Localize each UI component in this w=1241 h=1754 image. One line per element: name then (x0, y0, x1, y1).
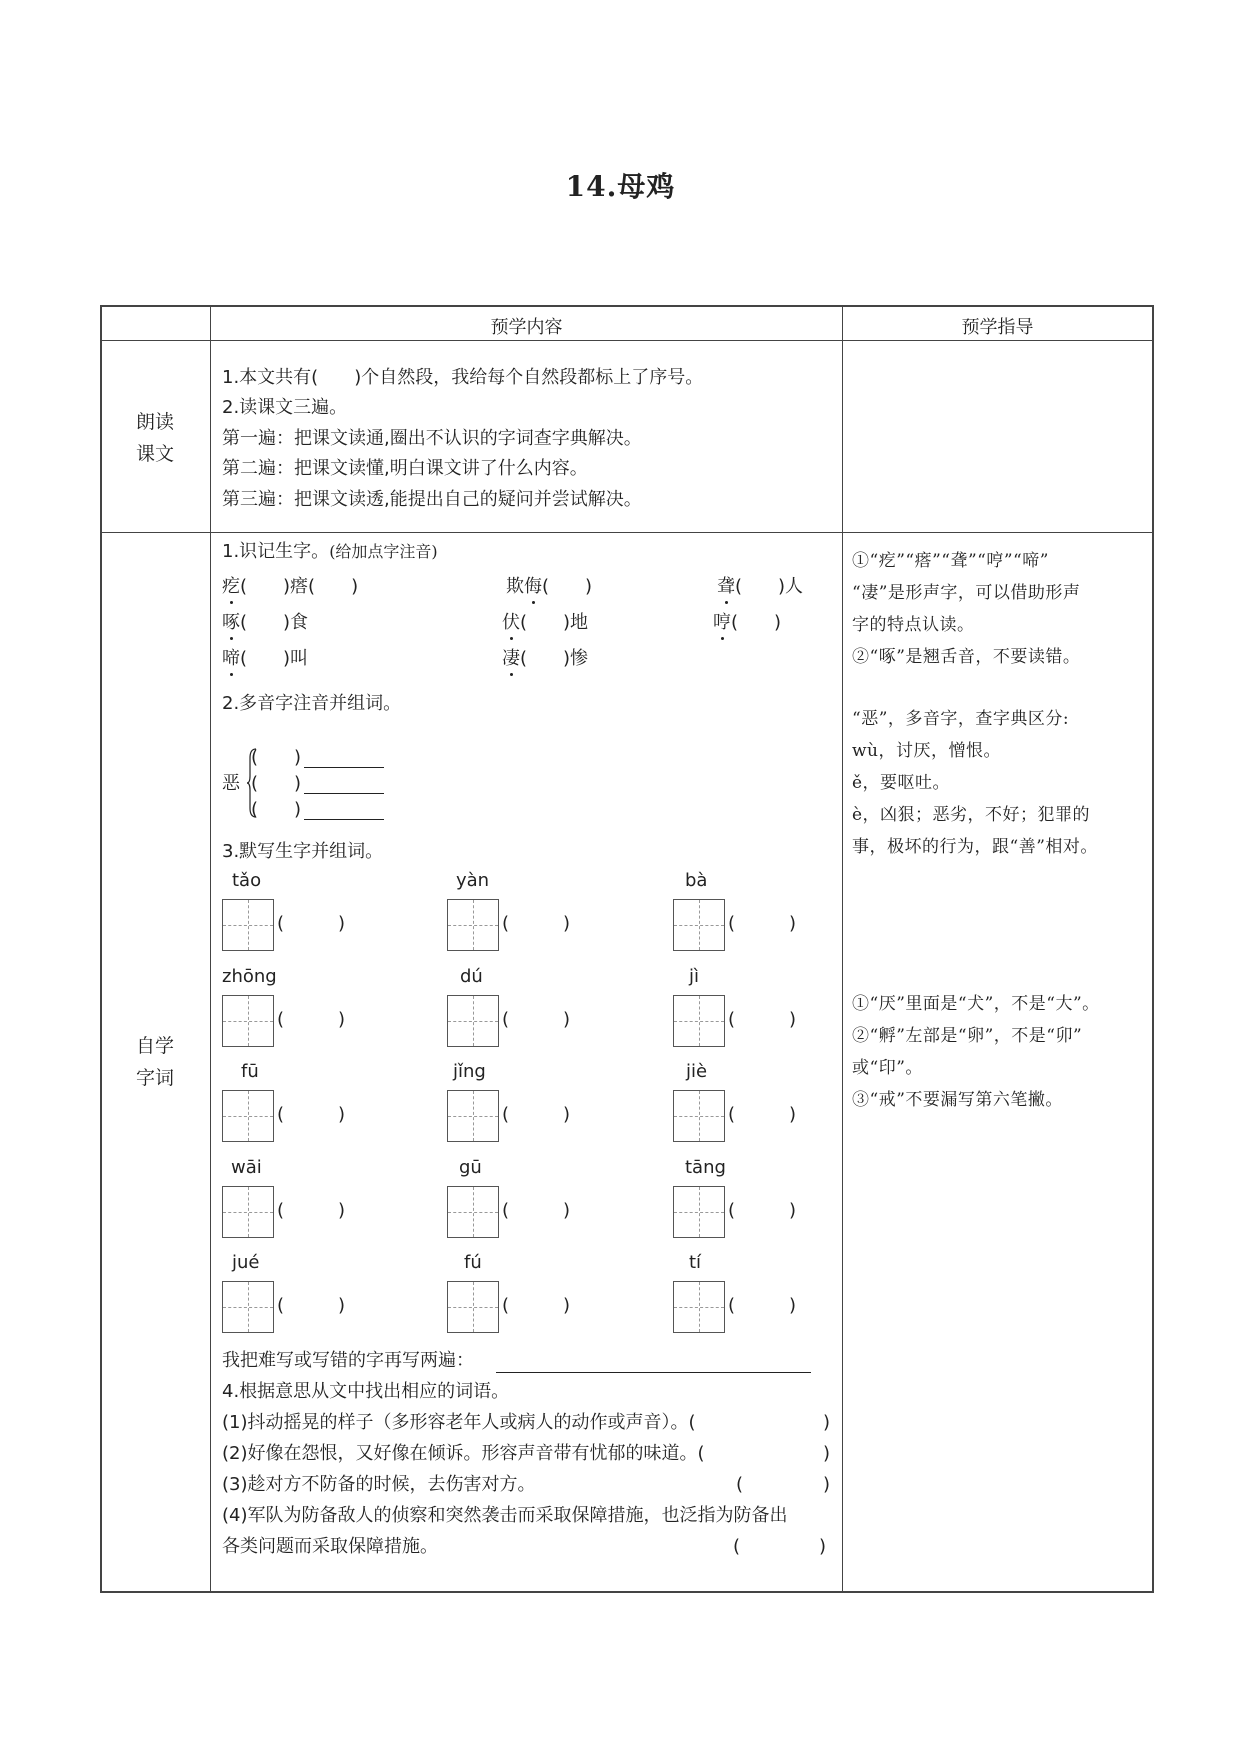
guide-line: ě，要呕吐。 (852, 773, 951, 793)
pinyin-label: tāng (685, 1157, 726, 1178)
polyphone-paren: ( ) (251, 747, 302, 768)
pinyin-label: yàn (456, 870, 490, 891)
row-label-line: 朗读 (135, 411, 174, 433)
word-paren: ( ) (502, 913, 571, 934)
word-paren: ( ) (728, 1200, 797, 1221)
reading-item-1: 1.本文共有( )个自然段，我给每个自然段都标上了序号。 (222, 367, 704, 388)
polyphone-char: 恶 (222, 773, 240, 794)
word-paren: ( ) (277, 1009, 346, 1030)
word-paren: ( ) (728, 1009, 797, 1030)
q4-item-4-line-1: (4)军队为防备敌人的侦察和突然袭击而采取保障措施，也泛指为防备出 (222, 1505, 788, 1526)
question-title: 1.识记生字。 (222, 541, 330, 562)
q4-close-paren: ) (819, 1536, 827, 1557)
word-paren: ( ) (502, 1009, 571, 1030)
guide-line: ①“疙”“瘩”“聋”“哼”“啼” (852, 551, 1049, 571)
char-item (222, 575, 358, 599)
pinyin-label: gū (459, 1157, 482, 1178)
writing-grid-box[interactable] (673, 899, 725, 951)
question-1-title (222, 540, 438, 564)
char-item (222, 611, 308, 635)
q4-open-paren: ( (736, 1474, 744, 1495)
guide-line: wù，讨厌，憎恨。 (852, 741, 1001, 761)
char-item (713, 611, 781, 635)
polyphone-word-blank[interactable] (304, 792, 384, 794)
guide-block-1 (852, 545, 1152, 673)
header-preview-content: 预学内容 (490, 317, 563, 338)
row1-bottom-border (100, 532, 1152, 533)
guide-block-3 (852, 988, 1152, 1116)
row-label-line: 课文 (135, 443, 174, 465)
char-item-rest: ( ) (731, 612, 782, 633)
writing-grid-box[interactable] (673, 1281, 725, 1333)
table-top-border (100, 305, 1152, 307)
q4-close-paren: ) (823, 1412, 831, 1433)
q4-item-1: (1)抖动摇晃的样子（多形容老年人或病人的动作或声音）。( (222, 1412, 696, 1433)
reading-item-2: 2.读课文三遍。 (222, 397, 348, 418)
guide-line: “恶”，多音字，查字典区分: (852, 709, 1070, 729)
guide-line: 事，极坏的行为，跟“善”相对。 (852, 837, 1098, 857)
polyphone-paren: ( ) (251, 773, 302, 794)
q4-close-paren: ) (823, 1443, 831, 1464)
pinyin-label: jué (232, 1252, 260, 1273)
char-item-rest: ( )瘩( ) (240, 576, 359, 597)
pinyin-label: fū (241, 1061, 259, 1082)
writing-grid-box[interactable] (673, 1090, 725, 1142)
header-preview-guide: 预学指导 (961, 317, 1034, 338)
polyphone-word-blank[interactable] (304, 766, 384, 768)
dotted-char: 啄 (222, 612, 240, 633)
char-item (506, 575, 592, 599)
pinyin-label: jiè (686, 1061, 708, 1082)
char-item (222, 647, 308, 671)
writing-grid-box[interactable] (447, 995, 499, 1047)
word-paren: ( ) (277, 1200, 346, 1221)
guide-line: 或“印”。 (852, 1058, 923, 1078)
writing-grid-box[interactable] (222, 1090, 274, 1142)
writing-grid-box[interactable] (447, 899, 499, 951)
word-paren: ( ) (277, 1104, 346, 1125)
guide-line: ②“啄”是翘舌音，不要读错。 (852, 647, 1081, 667)
reading-item-4: 第二遍：把课文读懂,明白课文讲了什么内容。 (222, 458, 588, 479)
q4-item-4-line-2: 各类问题而采取保障措施。 (222, 1536, 438, 1557)
char-item-rest: ( ) (542, 576, 593, 597)
q4-item-2: (2)好像在怨恨，又好像在倾诉。形容声音带有忧郁的味道。( (222, 1443, 705, 1464)
pinyin-label: bà (685, 870, 708, 891)
pinyin-label: jì (689, 966, 700, 987)
word-paren: ( ) (502, 1104, 571, 1125)
q4-open-paren: ( (733, 1536, 741, 1557)
dotted-char: 凄 (502, 648, 520, 669)
question-4-title: 4.根据意思从文中找出相应的词语。 (222, 1381, 510, 1402)
pinyin-label: jǐng (453, 1061, 486, 1082)
pinyin-label: zhōng (222, 966, 277, 987)
reading-item-3: 第一遍：把课文读通,圈出不认识的字词查字典解决。 (222, 428, 642, 449)
q4-close-paren: ) (823, 1474, 831, 1495)
guide-line: è，凶狠；恶劣，不好；犯罪的 (852, 805, 1091, 825)
polyphone-paren: ( ) (251, 799, 302, 820)
writing-grid-box[interactable] (222, 995, 274, 1047)
dotted-char: 哼 (713, 612, 731, 633)
pinyin-label: tǎo (232, 870, 262, 891)
question-3-title: 3.默写生字并组词。 (222, 841, 384, 862)
word-paren: ( ) (502, 1295, 571, 1316)
writing-grid-box[interactable] (222, 1186, 274, 1238)
guide-line: ①“厌”里面是“犬”，不是“大”。 (852, 994, 1100, 1014)
writing-grid-box[interactable] (673, 995, 725, 1047)
pinyin-label: tí (689, 1252, 702, 1273)
word-paren: ( ) (728, 1104, 797, 1125)
dotted-char: 疙 (222, 576, 240, 597)
guide-line: ②“孵”左部是“卵”，不是“卯” (852, 1026, 1083, 1046)
table-right-border (1152, 305, 1154, 1593)
guide-line: “凄”是形声字，可以借助形声 (852, 583, 1081, 603)
char-item-rest: ( )叫 (240, 648, 309, 669)
char-item (502, 611, 588, 635)
writing-grid-box[interactable] (673, 1186, 725, 1238)
word-paren: ( ) (277, 913, 346, 934)
word-paren: ( ) (502, 1200, 571, 1221)
row-label-line: 自学 (135, 1035, 174, 1057)
dotted-char: 啼 (222, 648, 240, 669)
dotted-char: 聋 (717, 576, 735, 597)
q4-item-3: (3)趁对方不防备的时候，去伤害对方。 (222, 1474, 536, 1495)
writing-grid-box[interactable] (222, 899, 274, 951)
page-title: 14.母鸡 (565, 170, 676, 203)
writing-grid-box[interactable] (222, 1281, 274, 1333)
char-item-rest: ( )惨 (520, 648, 589, 669)
word-paren: ( ) (277, 1295, 346, 1316)
question-2-title: 2.多音字注音并组词。 (222, 693, 402, 714)
dotted-char: 侮 (524, 576, 542, 597)
guide-block-2 (852, 703, 1152, 863)
question-note: (给加点字注音) (329, 542, 438, 561)
char-item-pre: 欺 (506, 576, 524, 597)
pinyin-label: wāi (231, 1157, 262, 1178)
polyphone-word-blank[interactable] (304, 818, 384, 820)
rewrite-blank[interactable] (496, 1371, 811, 1373)
reading-item-5: 第三遍：把课文读透,能提出自己的疑问并尝试解决。 (222, 489, 642, 510)
header-bottom-border (100, 340, 1152, 341)
word-paren: ( ) (728, 1295, 797, 1316)
writing-grid-box[interactable] (447, 1186, 499, 1238)
pinyin-label: dú (460, 966, 483, 987)
guide-line: ③“戒”不要漏写第六笔撇。 (852, 1090, 1063, 1110)
char-item-rest: ( )地 (520, 612, 589, 633)
char-item (502, 647, 588, 671)
column-divider-1 (210, 305, 211, 1593)
char-item (717, 575, 803, 599)
row-label-line: 字词 (135, 1067, 174, 1089)
writing-grid-box[interactable] (447, 1090, 499, 1142)
table-bottom-border (100, 1591, 1152, 1593)
row-label-self-study (100, 1030, 210, 1094)
column-divider-2 (842, 305, 843, 1593)
char-item-rest: ( )食 (240, 612, 309, 633)
pinyin-label: fú (464, 1252, 482, 1273)
word-paren: ( ) (728, 913, 797, 934)
char-item-rest: ( )人 (735, 576, 804, 597)
table-left-border (100, 305, 102, 1593)
dotted-char: 伏 (502, 612, 520, 633)
row-label-read-text (100, 406, 210, 470)
writing-grid-box[interactable] (447, 1281, 499, 1333)
guide-line: 字的特点认读。 (852, 615, 975, 635)
rewrite-label: 我把难写或写错的字再写两遍： (222, 1350, 474, 1371)
